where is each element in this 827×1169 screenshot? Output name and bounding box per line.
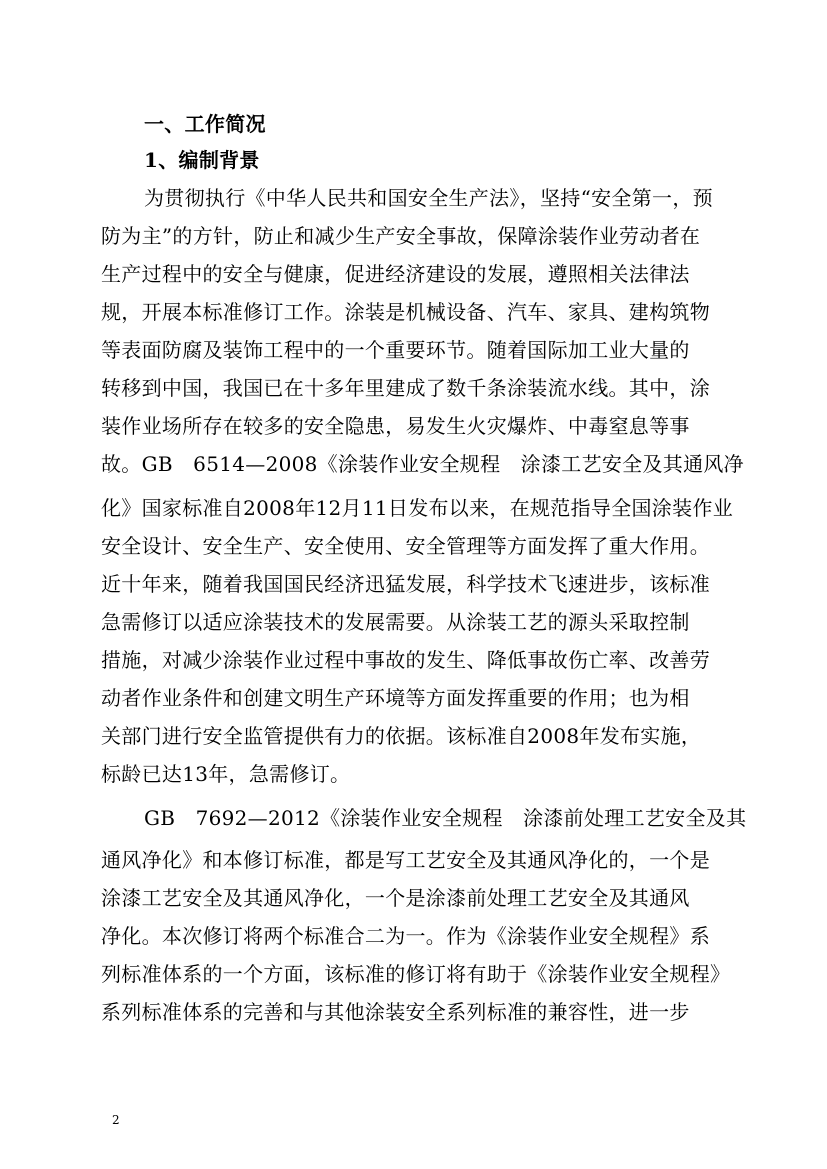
paragraph-1-line: 化》国家标准自2008年12月11日发布以来，在规范指导全国涂装作业 <box>101 496 733 520</box>
paragraph-2-line: 通风净化》和本修订标准，都是写工艺安全及其通风净化的，一个是 <box>101 848 710 872</box>
paragraph-1-line: 故。GB 6514—2008《涂装作业安全规程 涂漆工艺安全及其通风净 <box>101 452 744 476</box>
paragraph-2-line: 系列标准体系的完善和与其他涂装安全系列标准的兼容性，进一步 <box>101 1000 690 1024</box>
paragraph-1-line: 安全设计、安全生产、安全使用、安全管理等方面发挥了重大作用。 <box>101 534 710 558</box>
paragraph-1-line: 标龄已达13年，急需修订。 <box>101 762 351 786</box>
paragraph-1-line: 装作业场所存在较多的安全隐患，易发生火灾爆炸、中毒窒息等事 <box>101 414 690 438</box>
paragraph-2-line: GB 7692—2012《涂装作业安全规程 涂漆前处理工艺安全及其 <box>144 806 747 830</box>
subsection-heading: 1、编制背景 <box>144 148 260 172</box>
paragraph-1-line: 动者作业条件和创建文明生产环境等方面发挥重要的作用；也为相 <box>101 686 690 710</box>
paragraph-1-line: 规，开展本标准修订工作。涂装是机械设备、汽车、家具、建构筑物 <box>101 300 710 324</box>
paragraph-1-line: 为贯彻执行《中华人民共和国安全生产法》，坚持“安全第一，预 <box>144 186 713 210</box>
paragraph-1-line: 关部门进行安全监管提供有力的依据。该标准自2008年发布实施， <box>101 724 702 748</box>
paragraph-1-line: 转移到中国，我国已在十多年里建成了数千条涂装流水线。其中，涂 <box>101 376 710 400</box>
paragraph-1-line: 等表面防腐及装饰工程中的一个重要环节。随着国际加工业大量的 <box>101 338 690 362</box>
page-number: 2 <box>112 1113 120 1127</box>
paragraph-1-line: 措施，对减少涂装作业过程中事故的发生、降低事故伤亡率、改善劳 <box>101 648 710 672</box>
section-heading: 一、工作简况 <box>144 112 266 136</box>
paragraph-1-line: 防为主”的方针，防止和减少生产安全事故，保障涂装作业劳动者在 <box>101 224 701 248</box>
paragraph-2-line: 净化。本次修订将两个标准合二为一。作为《涂装作业安全规程》系 <box>101 924 710 948</box>
paragraph-1-line: 近十年来，随着我国国民经济迅猛发展，科学技术飞速进步，该标准 <box>101 572 710 596</box>
paragraph-2-line: 涂漆工艺安全及其通风净化，一个是涂漆前处理工艺安全及其通风 <box>101 886 690 910</box>
paragraph-1-line: 生产过程中的安全与健康，促进经济建设的发展，遵照相关法律法 <box>101 262 690 286</box>
paragraph-1-line: 急需修订以适应涂装技术的发展需要。从涂装工艺的源头采取控制 <box>101 610 690 634</box>
paragraph-2-line: 列标准体系的一个方面，该标准的修订将有助于《涂装作业安全规程》 <box>101 962 731 986</box>
